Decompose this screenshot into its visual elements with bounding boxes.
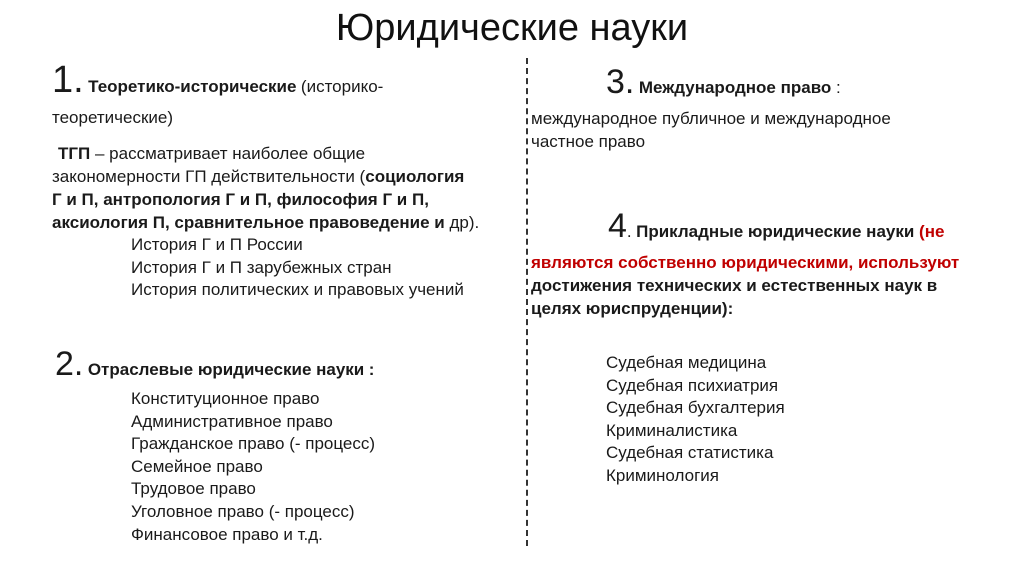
list-item: История Г и П России <box>131 235 303 254</box>
section-4-list <box>606 352 785 488</box>
list-item: Уголовное право (- процесс) <box>131 501 355 521</box>
tgp-bold-3: аксиология П, сравнительное правоведение и <box>52 213 445 232</box>
tgp-abbrev: ТГП <box>58 144 91 163</box>
list-item: Административное право <box>131 411 333 431</box>
section-1-desc-line-2 <box>52 165 464 188</box>
section-1-paren: (историко- <box>300 77 384 96</box>
page-title: Юридические науки <box>335 7 689 49</box>
list-item: Финансовое право и т.д. <box>131 524 323 544</box>
section-3-number: 3. <box>606 63 635 101</box>
column-divider <box>526 58 528 546</box>
section-4-bold-2: целях юриспруденции): <box>531 299 734 318</box>
section-4-header <box>608 206 944 246</box>
tgp-desc-2: закономерности ГП действительности ( <box>52 167 366 186</box>
list-item: Судебная психиатрия <box>606 375 779 395</box>
list-item: Судебная бухгалтерия <box>606 398 785 418</box>
section-3-header <box>606 62 841 102</box>
section-1-desc-line-4 <box>52 211 479 234</box>
tgp-bold-2: Г и П, антропология Г и П, философия Г и П, <box>52 190 429 209</box>
section-1-paren-cont: теоретические) <box>52 108 173 127</box>
section-3-colon: : <box>831 78 841 97</box>
list-item: Семейное право <box>131 456 263 476</box>
tgp-bold-1: социология <box>365 167 465 186</box>
section-3-line-2: частное право <box>531 132 646 151</box>
section-2-number: 2. <box>55 345 84 383</box>
list-item: Трудовое право <box>131 479 256 499</box>
list-item: Криминалистика <box>606 420 738 440</box>
section-2-title: Отраслевые юридические науки <box>87 360 365 379</box>
tgp-tail: др). <box>444 213 480 232</box>
section-4-title: Прикладные юридические науки <box>636 222 915 241</box>
list-item: Конституционное право <box>131 389 320 408</box>
list-item: История политических и правовых учений <box>131 280 464 300</box>
section-1 <box>52 60 522 100</box>
section-4-dot: . <box>626 222 632 241</box>
list-item: Гражданское право (- процесс) <box>131 434 376 454</box>
section-1-number: 1. <box>52 59 84 101</box>
list-item: Криминология <box>606 465 719 485</box>
section-2-header <box>55 344 374 384</box>
list-item: Судебная медицина <box>606 353 767 372</box>
section-4-number: 4 <box>608 207 627 245</box>
section-2-list <box>131 388 375 546</box>
section-4-bold-1: достижения технических и естественных наук в <box>531 276 938 295</box>
section-1-title: Теоретико-исторические <box>88 77 297 96</box>
list-item: Судебная статистика <box>606 443 774 463</box>
section-3-title: Международное право <box>638 78 832 97</box>
tgp-desc-1: – рассматривает наиболее общие <box>94 144 366 163</box>
section-1-list <box>131 234 464 302</box>
section-1-tgp-line <box>58 142 528 165</box>
section-4-red-2: являются собственно юридическими, используют <box>531 253 960 272</box>
section-3-line-1: международное публичное и международное <box>531 109 891 128</box>
section-2-colon: : <box>368 360 375 379</box>
section-4-red-1: (не <box>914 222 945 241</box>
list-item: История Г и П зарубежных стран <box>131 257 392 277</box>
